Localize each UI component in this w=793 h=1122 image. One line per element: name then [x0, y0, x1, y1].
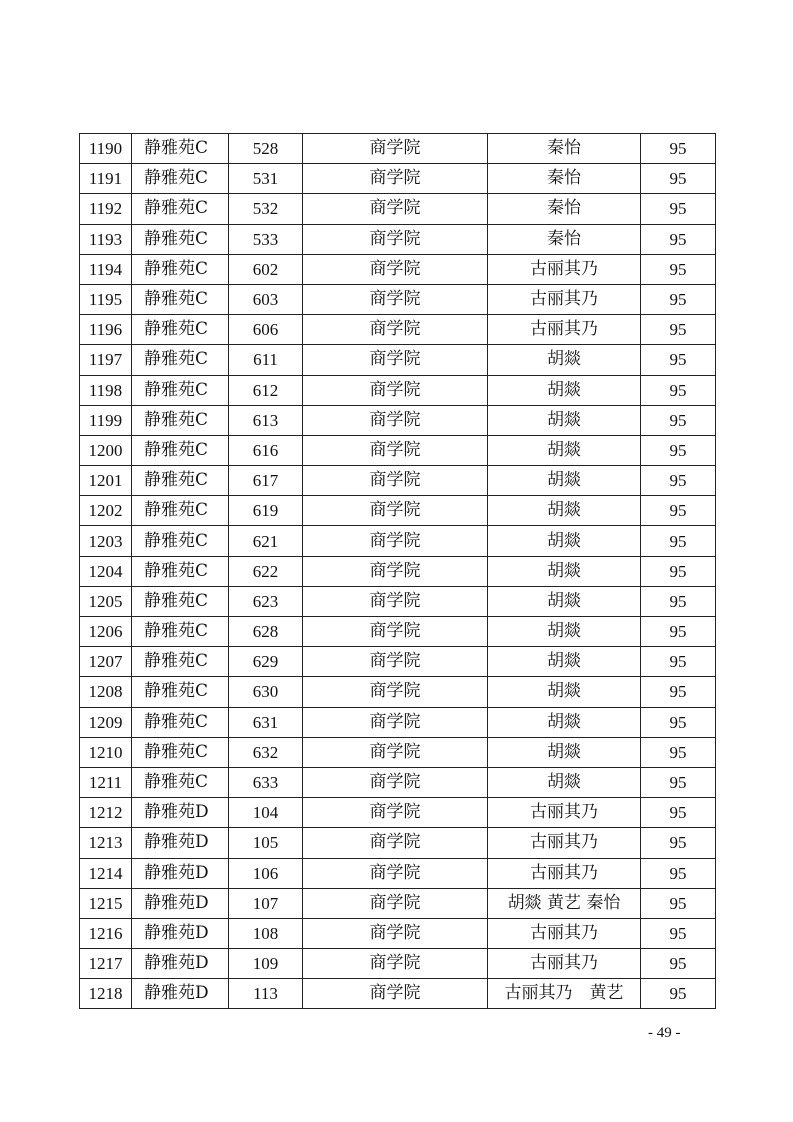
- room-number-cell: 606: [229, 315, 303, 345]
- inspector-cell: 秦怡: [488, 194, 641, 224]
- table-row: [80, 979, 716, 1009]
- inspector-cell: 胡燚: [488, 707, 641, 737]
- score-cell: 95: [641, 586, 716, 616]
- row-number-cell: 1201: [80, 466, 132, 496]
- row-number-cell: 1206: [80, 617, 132, 647]
- inspector-cell: 古丽其乃: [488, 315, 641, 345]
- row-number-cell: 1197: [80, 345, 132, 375]
- table-row: [80, 677, 716, 707]
- room-number-cell: 612: [229, 375, 303, 405]
- room-number-cell: 617: [229, 466, 303, 496]
- table-row: [80, 345, 716, 375]
- room-number-cell: 629: [229, 647, 303, 677]
- table-row: [80, 828, 716, 858]
- room-number-cell: 105: [229, 828, 303, 858]
- college-cell: 商学院: [303, 345, 488, 375]
- college-cell: 商学院: [303, 586, 488, 616]
- row-number-cell: 1207: [80, 647, 132, 677]
- building-cell: 静雅苑D: [132, 828, 229, 858]
- room-number-cell: 619: [229, 496, 303, 526]
- table-row: [80, 949, 716, 979]
- row-number-cell: 1208: [80, 677, 132, 707]
- room-number-cell: 531: [229, 164, 303, 194]
- inspector-cell: 秦怡: [488, 134, 641, 164]
- score-cell: 95: [641, 224, 716, 254]
- college-cell: 商学院: [303, 617, 488, 647]
- inspector-cell: 古丽其乃: [488, 949, 641, 979]
- table-row: [80, 254, 716, 284]
- building-cell: 静雅苑D: [132, 798, 229, 828]
- college-cell: 商学院: [303, 315, 488, 345]
- college-cell: 商学院: [303, 949, 488, 979]
- building-cell: 静雅苑C: [132, 375, 229, 405]
- score-cell: 95: [641, 798, 716, 828]
- building-cell: 静雅苑C: [132, 405, 229, 435]
- room-number-cell: 613: [229, 405, 303, 435]
- building-cell: 静雅苑D: [132, 858, 229, 888]
- college-cell: 商学院: [303, 466, 488, 496]
- score-cell: 95: [641, 526, 716, 556]
- score-cell: 95: [641, 858, 716, 888]
- building-cell: 静雅苑C: [132, 617, 229, 647]
- score-cell: 95: [641, 284, 716, 314]
- inspector-cell: 胡燚: [488, 767, 641, 797]
- row-number-cell: 1218: [80, 979, 132, 1009]
- college-cell: 商学院: [303, 888, 488, 918]
- college-cell: 商学院: [303, 979, 488, 1009]
- room-number-cell: 602: [229, 254, 303, 284]
- building-cell: 静雅苑C: [132, 315, 229, 345]
- table-row: [80, 315, 716, 345]
- college-cell: 商学院: [303, 134, 488, 164]
- building-cell: 静雅苑C: [132, 435, 229, 465]
- building-cell: 静雅苑C: [132, 496, 229, 526]
- table-row: [80, 647, 716, 677]
- row-number-cell: 1204: [80, 556, 132, 586]
- row-number-cell: 1209: [80, 707, 132, 737]
- room-number-cell: 630: [229, 677, 303, 707]
- room-number-cell: 532: [229, 194, 303, 224]
- table-row: [80, 556, 716, 586]
- inspector-cell: 胡燚: [488, 677, 641, 707]
- college-cell: 商学院: [303, 858, 488, 888]
- page-number: - 49 -: [648, 1025, 681, 1041]
- room-number-cell: 611: [229, 345, 303, 375]
- row-number-cell: 1211: [80, 767, 132, 797]
- table-row: [80, 466, 716, 496]
- college-cell: 商学院: [303, 164, 488, 194]
- room-number-cell: 616: [229, 435, 303, 465]
- building-cell: 静雅苑C: [132, 345, 229, 375]
- table-row: [80, 284, 716, 314]
- college-cell: 商学院: [303, 677, 488, 707]
- table-row: [80, 798, 716, 828]
- college-cell: 商学院: [303, 284, 488, 314]
- inspector-cell: 胡燚: [488, 435, 641, 465]
- room-number-cell: 533: [229, 224, 303, 254]
- inspector-cell: 古丽其乃: [488, 858, 641, 888]
- building-cell: 静雅苑C: [132, 647, 229, 677]
- building-cell: 静雅苑C: [132, 737, 229, 767]
- room-number-cell: 107: [229, 888, 303, 918]
- score-cell: 95: [641, 556, 716, 586]
- row-number-cell: 1215: [80, 888, 132, 918]
- college-cell: 商学院: [303, 194, 488, 224]
- college-cell: 商学院: [303, 647, 488, 677]
- college-cell: 商学院: [303, 828, 488, 858]
- building-cell: 静雅苑D: [132, 918, 229, 948]
- table-row: [80, 617, 716, 647]
- college-cell: 商学院: [303, 435, 488, 465]
- score-cell: 95: [641, 345, 716, 375]
- college-cell: 商学院: [303, 375, 488, 405]
- score-cell: 95: [641, 496, 716, 526]
- inspector-cell: 胡燚: [488, 345, 641, 375]
- room-number-cell: 109: [229, 949, 303, 979]
- table-row: [80, 134, 716, 164]
- table-row: [80, 586, 716, 616]
- score-cell: 95: [641, 617, 716, 647]
- room-number-cell: 623: [229, 586, 303, 616]
- building-cell: 静雅苑C: [132, 707, 229, 737]
- inspector-cell: 胡燚: [488, 586, 641, 616]
- college-cell: 商学院: [303, 737, 488, 767]
- inspector-cell: 秦怡: [488, 164, 641, 194]
- row-number-cell: 1214: [80, 858, 132, 888]
- building-cell: 静雅苑C: [132, 556, 229, 586]
- college-cell: 商学院: [303, 707, 488, 737]
- building-cell: 静雅苑D: [132, 979, 229, 1009]
- inspector-cell: 胡燚: [488, 496, 641, 526]
- score-cell: 95: [641, 737, 716, 767]
- table-row: [80, 888, 716, 918]
- building-cell: 静雅苑C: [132, 526, 229, 556]
- table-row: [80, 526, 716, 556]
- inspector-cell: 胡燚: [488, 737, 641, 767]
- row-number-cell: 1205: [80, 586, 132, 616]
- score-cell: 95: [641, 164, 716, 194]
- table-row: [80, 496, 716, 526]
- score-cell: 95: [641, 194, 716, 224]
- score-cell: 95: [641, 888, 716, 918]
- room-number-cell: 104: [229, 798, 303, 828]
- score-cell: 95: [641, 435, 716, 465]
- building-cell: 静雅苑C: [132, 224, 229, 254]
- score-cell: 95: [641, 767, 716, 797]
- dormitory-score-table: [79, 133, 716, 1009]
- score-cell: 95: [641, 134, 716, 164]
- table-row: [80, 194, 716, 224]
- room-number-cell: 633: [229, 767, 303, 797]
- inspector-cell: 古丽其乃: [488, 284, 641, 314]
- table-row: [80, 707, 716, 737]
- inspector-cell: 秦怡: [488, 224, 641, 254]
- inspector-cell: 胡燚: [488, 617, 641, 647]
- building-cell: 静雅苑D: [132, 888, 229, 918]
- building-cell: 静雅苑C: [132, 767, 229, 797]
- inspector-cell: 古丽其乃: [488, 798, 641, 828]
- row-number-cell: 1198: [80, 375, 132, 405]
- score-cell: 95: [641, 707, 716, 737]
- row-number-cell: 1203: [80, 526, 132, 556]
- row-number-cell: 1190: [80, 134, 132, 164]
- table-row: [80, 918, 716, 948]
- inspector-cell: 胡燚: [488, 405, 641, 435]
- score-cell: 95: [641, 647, 716, 677]
- building-cell: 静雅苑C: [132, 194, 229, 224]
- room-number-cell: 628: [229, 617, 303, 647]
- row-number-cell: 1200: [80, 435, 132, 465]
- row-number-cell: 1194: [80, 254, 132, 284]
- room-number-cell: 631: [229, 707, 303, 737]
- row-number-cell: 1199: [80, 405, 132, 435]
- college-cell: 商学院: [303, 556, 488, 586]
- college-cell: 商学院: [303, 798, 488, 828]
- inspector-cell: 胡燚 黄艺 秦怡: [488, 888, 641, 918]
- building-cell: 静雅苑C: [132, 254, 229, 284]
- score-cell: 95: [641, 405, 716, 435]
- inspector-cell: 胡燚: [488, 375, 641, 405]
- score-cell: 95: [641, 677, 716, 707]
- inspector-cell: 古丽其乃: [488, 828, 641, 858]
- table-row: [80, 375, 716, 405]
- college-cell: 商学院: [303, 526, 488, 556]
- row-number-cell: 1217: [80, 949, 132, 979]
- table-row: [80, 224, 716, 254]
- college-cell: 商学院: [303, 405, 488, 435]
- score-cell: 95: [641, 375, 716, 405]
- score-cell: 95: [641, 979, 716, 1009]
- room-number-cell: 603: [229, 284, 303, 314]
- building-cell: 静雅苑C: [132, 284, 229, 314]
- inspector-cell: 胡燚: [488, 526, 641, 556]
- row-number-cell: 1210: [80, 737, 132, 767]
- building-cell: 静雅苑C: [132, 677, 229, 707]
- room-number-cell: 108: [229, 918, 303, 948]
- inspector-cell: 胡燚: [488, 466, 641, 496]
- college-cell: 商学院: [303, 767, 488, 797]
- college-cell: 商学院: [303, 918, 488, 948]
- table-row: [80, 405, 716, 435]
- row-number-cell: 1193: [80, 224, 132, 254]
- score-cell: 95: [641, 949, 716, 979]
- table-row: [80, 767, 716, 797]
- college-cell: 商学院: [303, 496, 488, 526]
- college-cell: 商学院: [303, 254, 488, 284]
- table-row: [80, 435, 716, 465]
- inspector-cell: 胡燚: [488, 556, 641, 586]
- inspector-cell: 古丽其乃: [488, 918, 641, 948]
- inspector-cell: 古丽其乃: [488, 254, 641, 284]
- row-number-cell: 1192: [80, 194, 132, 224]
- table-row: [80, 737, 716, 767]
- room-number-cell: 106: [229, 858, 303, 888]
- row-number-cell: 1191: [80, 164, 132, 194]
- score-cell: 95: [641, 918, 716, 948]
- inspector-cell: 古丽其乃 黄艺: [488, 979, 641, 1009]
- row-number-cell: 1212: [80, 798, 132, 828]
- room-number-cell: 621: [229, 526, 303, 556]
- room-number-cell: 528: [229, 134, 303, 164]
- score-cell: 95: [641, 315, 716, 345]
- row-number-cell: 1216: [80, 918, 132, 948]
- row-number-cell: 1196: [80, 315, 132, 345]
- room-number-cell: 622: [229, 556, 303, 586]
- college-cell: 商学院: [303, 224, 488, 254]
- room-number-cell: 632: [229, 737, 303, 767]
- score-cell: 95: [641, 466, 716, 496]
- row-number-cell: 1195: [80, 284, 132, 314]
- inspector-cell: 胡燚: [488, 647, 641, 677]
- building-cell: 静雅苑C: [132, 466, 229, 496]
- room-number-cell: 113: [229, 979, 303, 1009]
- table-body: [80, 134, 716, 1009]
- building-cell: 静雅苑C: [132, 134, 229, 164]
- row-number-cell: 1202: [80, 496, 132, 526]
- table-row: [80, 858, 716, 888]
- score-cell: 95: [641, 828, 716, 858]
- score-cell: 95: [641, 254, 716, 284]
- building-cell: 静雅苑C: [132, 164, 229, 194]
- building-cell: 静雅苑D: [132, 949, 229, 979]
- row-number-cell: 1213: [80, 828, 132, 858]
- table-row: [80, 164, 716, 194]
- building-cell: 静雅苑C: [132, 586, 229, 616]
